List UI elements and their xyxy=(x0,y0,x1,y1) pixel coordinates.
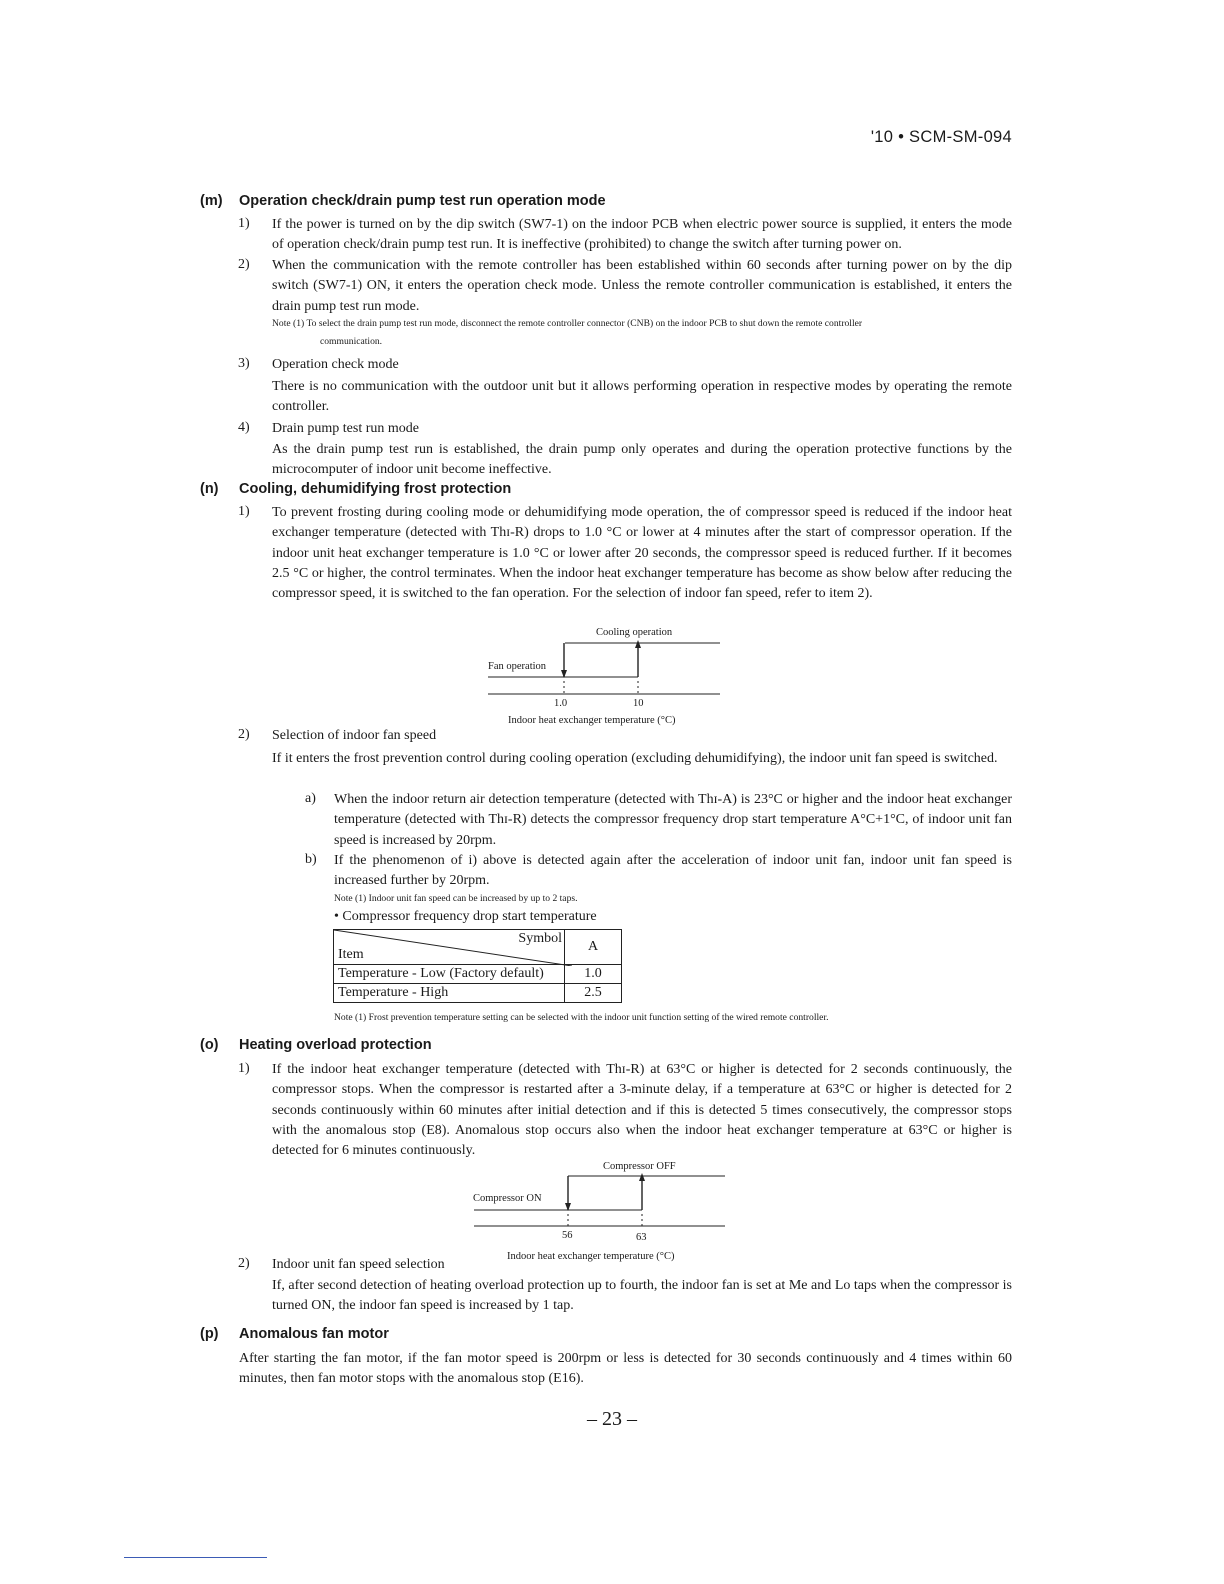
section-o-letter: (o) xyxy=(200,1037,219,1053)
footer-rule xyxy=(124,1557,267,1558)
table-cell-item: Temperature - High xyxy=(334,984,565,1003)
page-number: – 23 – xyxy=(587,1408,637,1430)
section-m-item-4-title: Drain pump test run mode xyxy=(272,421,419,436)
frost-protection-diagram xyxy=(480,624,730,734)
axis-label: Indoor heat exchanger temperature (°C) xyxy=(507,1251,675,1262)
section-m-item-1-text: If the power is turned on by the dip switch (SW7-1) on the indoor PCB when electric power source is supplied, it enters the mode of operation check/drain pump test run. It is ineffective (prohibited) to change the switch after turning power on. xyxy=(272,217,1012,253)
section-m-item-2-number: 2) xyxy=(238,257,250,272)
section-m-item-4-body: As the drain pump test run is established, the drain pump only operates and during the operation protective functions by the microcomputer of indoor unit become ineffective. xyxy=(272,442,1012,478)
tick-10: 10 xyxy=(633,698,644,709)
cooling-operation-label: Cooling operation xyxy=(596,627,673,638)
heating-overload-diagram xyxy=(470,1160,730,1270)
section-m-title: Operation check/drain pump test run operation mode xyxy=(239,193,606,209)
section-n-item-1-text: To prevent frosting during cooling mode or dehumidifying mode operation, the of compressor speed is reduced if the indoor heat exchanger temperature (detected with Thɪ-R) drops to 1.0 °C or lower at 4 minutes after the start of compressor operation. If the indoor unit heat exchanger temperature is 1.0 °C or lower after 20 seconds, the compressor speed is reduced further. If it becomes 2.5 °C or higher, the control terminates. When the indoor heat exchanger temperature has become as show below after reducing the compressor speed, it is switched to the fan operation. For the selection of indoor fan speed, refer to item 2). xyxy=(272,505,1012,602)
section-o-title: Heating overload protection xyxy=(239,1037,432,1053)
section-m-item-2-text: When the communication with the remote controller has been established within 60 seconds after turning power on by the dip switch (SW7-1) ON, it enters the operation check mode. Unless the remote controller communication is established, it enters the drain pump test run mode. xyxy=(272,258,1012,314)
table-caption: • Compressor frequency drop start temperature xyxy=(334,909,597,924)
table-header-diagonal-cell xyxy=(334,930,565,965)
table-row xyxy=(334,965,622,984)
section-p-letter: (p) xyxy=(200,1326,219,1342)
section-m-item-3-number: 3) xyxy=(238,356,250,371)
table-cell-item: Temperature - Low (Factory default) xyxy=(334,965,565,984)
table-row xyxy=(334,984,622,1003)
compressor-on-label: Compressor ON xyxy=(473,1193,542,1204)
table-cell-value: 1.0 xyxy=(565,965,622,984)
section-n-item-2-text: If it enters the frost prevention control during cooling operation (excluding dehumidifying), the indoor unit fan speed is switched. xyxy=(272,751,998,766)
section-m-note-line-2: communication. xyxy=(320,336,383,347)
section-n-title: Cooling, dehumidifying frost protection xyxy=(239,481,512,497)
compressor-off-label: Compressor OFF xyxy=(603,1161,676,1172)
sub-item-a-label: a) xyxy=(305,791,316,806)
document-code: '10 • SCM-SM-094 xyxy=(870,128,1012,146)
fan-operation-label: Fan operation xyxy=(488,661,547,672)
frequency-drop-table xyxy=(333,929,622,1003)
table-header-symbol: Symbol xyxy=(518,931,562,946)
section-o-item-1-number: 1) xyxy=(238,1061,250,1076)
up-arrow xyxy=(635,640,641,648)
frost-setting-note: Note (1) Frost prevention temperature setting can be selected with the indoor unit function setting of the wired remote controller. xyxy=(334,1012,829,1023)
tick-63: 63 xyxy=(636,1232,647,1243)
section-m-item-4-number: 4) xyxy=(238,420,250,435)
section-n-item-2-title: Selection of indoor fan speed xyxy=(272,728,437,743)
tick-56: 56 xyxy=(562,1230,573,1241)
section-o-item-2-text: If, after second detection of heating overload protection up to fourth, the indoor fan is set at Me and Lo taps when the compressor is turned ON, the indoor fan speed is increased by 1 tap. xyxy=(272,1278,1012,1314)
section-p-text: After starting the fan motor, if the fan motor speed is 200rpm or less is detected for 30 seconds continuously and 4 times within 60 minutes, then fan motor stops with the anomalous stop (E16). xyxy=(239,1351,1012,1387)
sub-item-b-text: If the phenomenon of i) above is detected again after the acceleration of indoor unit fan, indoor unit fan speed is increased further by 20rpm. xyxy=(334,853,1012,889)
section-m-item-3-title: Operation check mode xyxy=(272,357,399,372)
section-n-item-1-number: 1) xyxy=(238,504,250,519)
section-o-item-2-number: 2) xyxy=(238,1256,250,1271)
section-p-title: Anomalous fan motor xyxy=(239,1326,389,1342)
up-arrow xyxy=(639,1173,645,1181)
section-n-letter: (n) xyxy=(200,481,219,497)
section-m-letter: (m) xyxy=(200,193,223,209)
axis-label: Indoor heat exchanger temperature (°C) xyxy=(508,715,676,726)
sub-item-a-text: When the indoor return air detection temperature (detected with Thɪ-A) is 23°C or higher and the indoor heat exchanger temperature (detected with Thɪ-R) detects the compressor frequency drop start temperature A°C+1°C, of indoor unit fan speed is increased by 20rpm. xyxy=(334,792,1012,848)
sub-item-b-label: b) xyxy=(305,852,317,867)
section-m-item-1-number: 1) xyxy=(238,216,250,231)
table-header-a: A xyxy=(565,930,622,965)
tick-1-0: 1.0 xyxy=(554,698,568,709)
fan-speed-note: Note (1) Indoor unit fan speed can be increased by up to 2 taps. xyxy=(334,893,578,904)
section-n-item-2-number: 2) xyxy=(238,727,250,742)
section-m-item-3-body: There is no communication with the outdoor unit but it allows performing operation in respective modes by operating the remote controller. xyxy=(272,379,1012,415)
section-o-item-1-text: If the indoor heat exchanger temperature (detected with Thɪ-R) at 63°C or higher is detected for 2 seconds continuously, the compressor stops. When the compressor is restarted after a 3-minute delay, if a temperature at 63°C or higher is detected for 2 seconds continuously within 60 minutes after initial detection and if this is detected 5 times consecutively, the compressor stops with the anomalous stop (E8). Anomalous stop occurs also when the indoor heat exchanger temperature at 63°C or higher is detected for 6 minutes continuously. xyxy=(272,1062,1012,1159)
section-o-item-2-title: Indoor unit fan speed selection xyxy=(272,1257,445,1272)
table-cell-value: 2.5 xyxy=(565,984,622,1003)
table-header-item: Item xyxy=(338,947,364,962)
section-m-note-line-1: Note (1) To select the drain pump test run mode, disconnect the remote controller connector (CNB) on the indoor PCB to shut down the remote controller xyxy=(272,318,863,329)
